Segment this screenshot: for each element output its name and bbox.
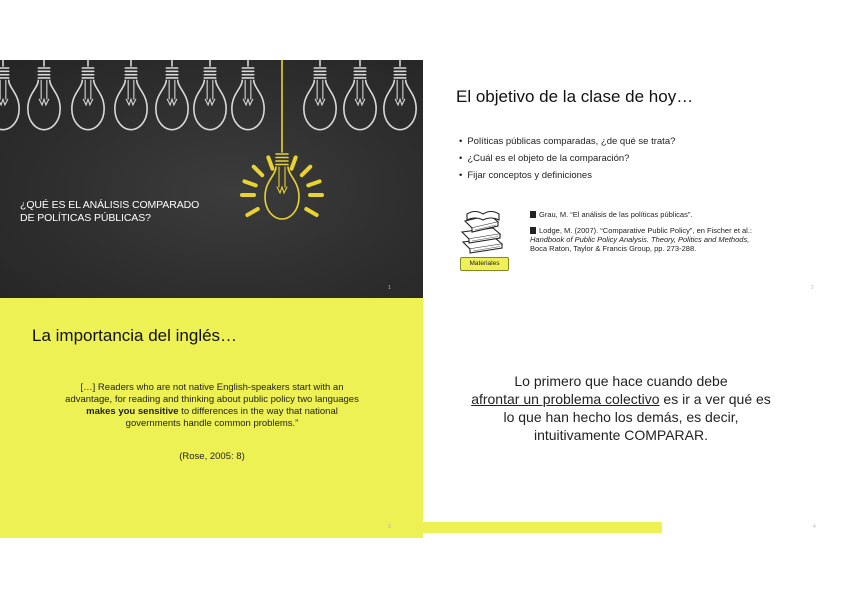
materials-badge: Materiales [460, 257, 509, 271]
page-number: 3 [388, 524, 391, 530]
list-item: • ¿Cuál es el objeto de la comparación? [459, 150, 675, 167]
reference-2: Lodge, M. (2007). “Comparative Public Policy”, en Fischer et al.: Handbook of Public Policy Analysis. Theory, Politics and Methods, Boca Raton, Taylor & Francis Group, pp. 273-288. [530, 226, 753, 253]
chalk-lightbulb-icon [156, 60, 188, 130]
reference-1: Grau, M. “El análisis de las políticas públicas”. [530, 210, 820, 219]
chalk-lightbulb-icon [384, 60, 416, 130]
chalk-lightbulb-icon [194, 60, 226, 130]
slide-3-english [0, 298, 423, 538]
lightbulbs-illustration [0, 60, 423, 298]
lightbulb-icon [265, 60, 299, 219]
slide-2-objective [423, 60, 825, 298]
books-icon [459, 208, 505, 256]
slide-1-title-line-1: ¿QUÉ ES EL ANÁLISIS COMPARADO [20, 199, 200, 211]
slide-3-title: La importancia del inglés… [32, 326, 238, 345]
slide-1-title-line-2: DE POLÍTICAS PÚBLICAS? [20, 212, 151, 224]
quote: […] Readers who are not native English-speakers start with an advantage, for reading and thinking about public policy two languages makes you sensitive to differences in the way that national governments handle common problems.” [65, 382, 359, 429]
page-number: 1 [388, 285, 391, 291]
citation: (Rose, 2005: 8) [179, 451, 245, 462]
page-number: 4 [813, 524, 816, 530]
slide-1-title [20, 199, 220, 225]
chalk-lightbulb-icon [28, 60, 60, 130]
slide-2-title: El objetivo de la clase de hoy… [456, 87, 694, 106]
chalk-lightbulb-icon [344, 60, 376, 130]
chalk-lightbulb-icon [0, 60, 19, 130]
list-item: • Fijar conceptos y definiciones [459, 167, 675, 184]
slide-4-compare [423, 298, 825, 538]
chalk-lightbulb-icon [232, 60, 264, 130]
objective-list [459, 133, 675, 184]
bullet-square-icon [530, 227, 536, 234]
slide-4-text: Lo primero que hace cuando debe afrontar un problema colectivo es ir a ver qué es lo que han hecho los demás, es decir, intuitivamente COMPARAR. [471, 373, 771, 443]
chalk-lightbulb-icon [115, 60, 147, 130]
chalk-lightbulb-icon [304, 60, 336, 130]
bullet-square-icon [530, 211, 536, 218]
page-number: 2 [811, 285, 814, 291]
slide-1-chalkboard [0, 60, 423, 298]
chalk-lightbulb-icon [72, 60, 104, 130]
list-item: • Políticas públicas comparadas, ¿de qué se trata? [459, 133, 675, 150]
accent-bar [423, 522, 662, 533]
